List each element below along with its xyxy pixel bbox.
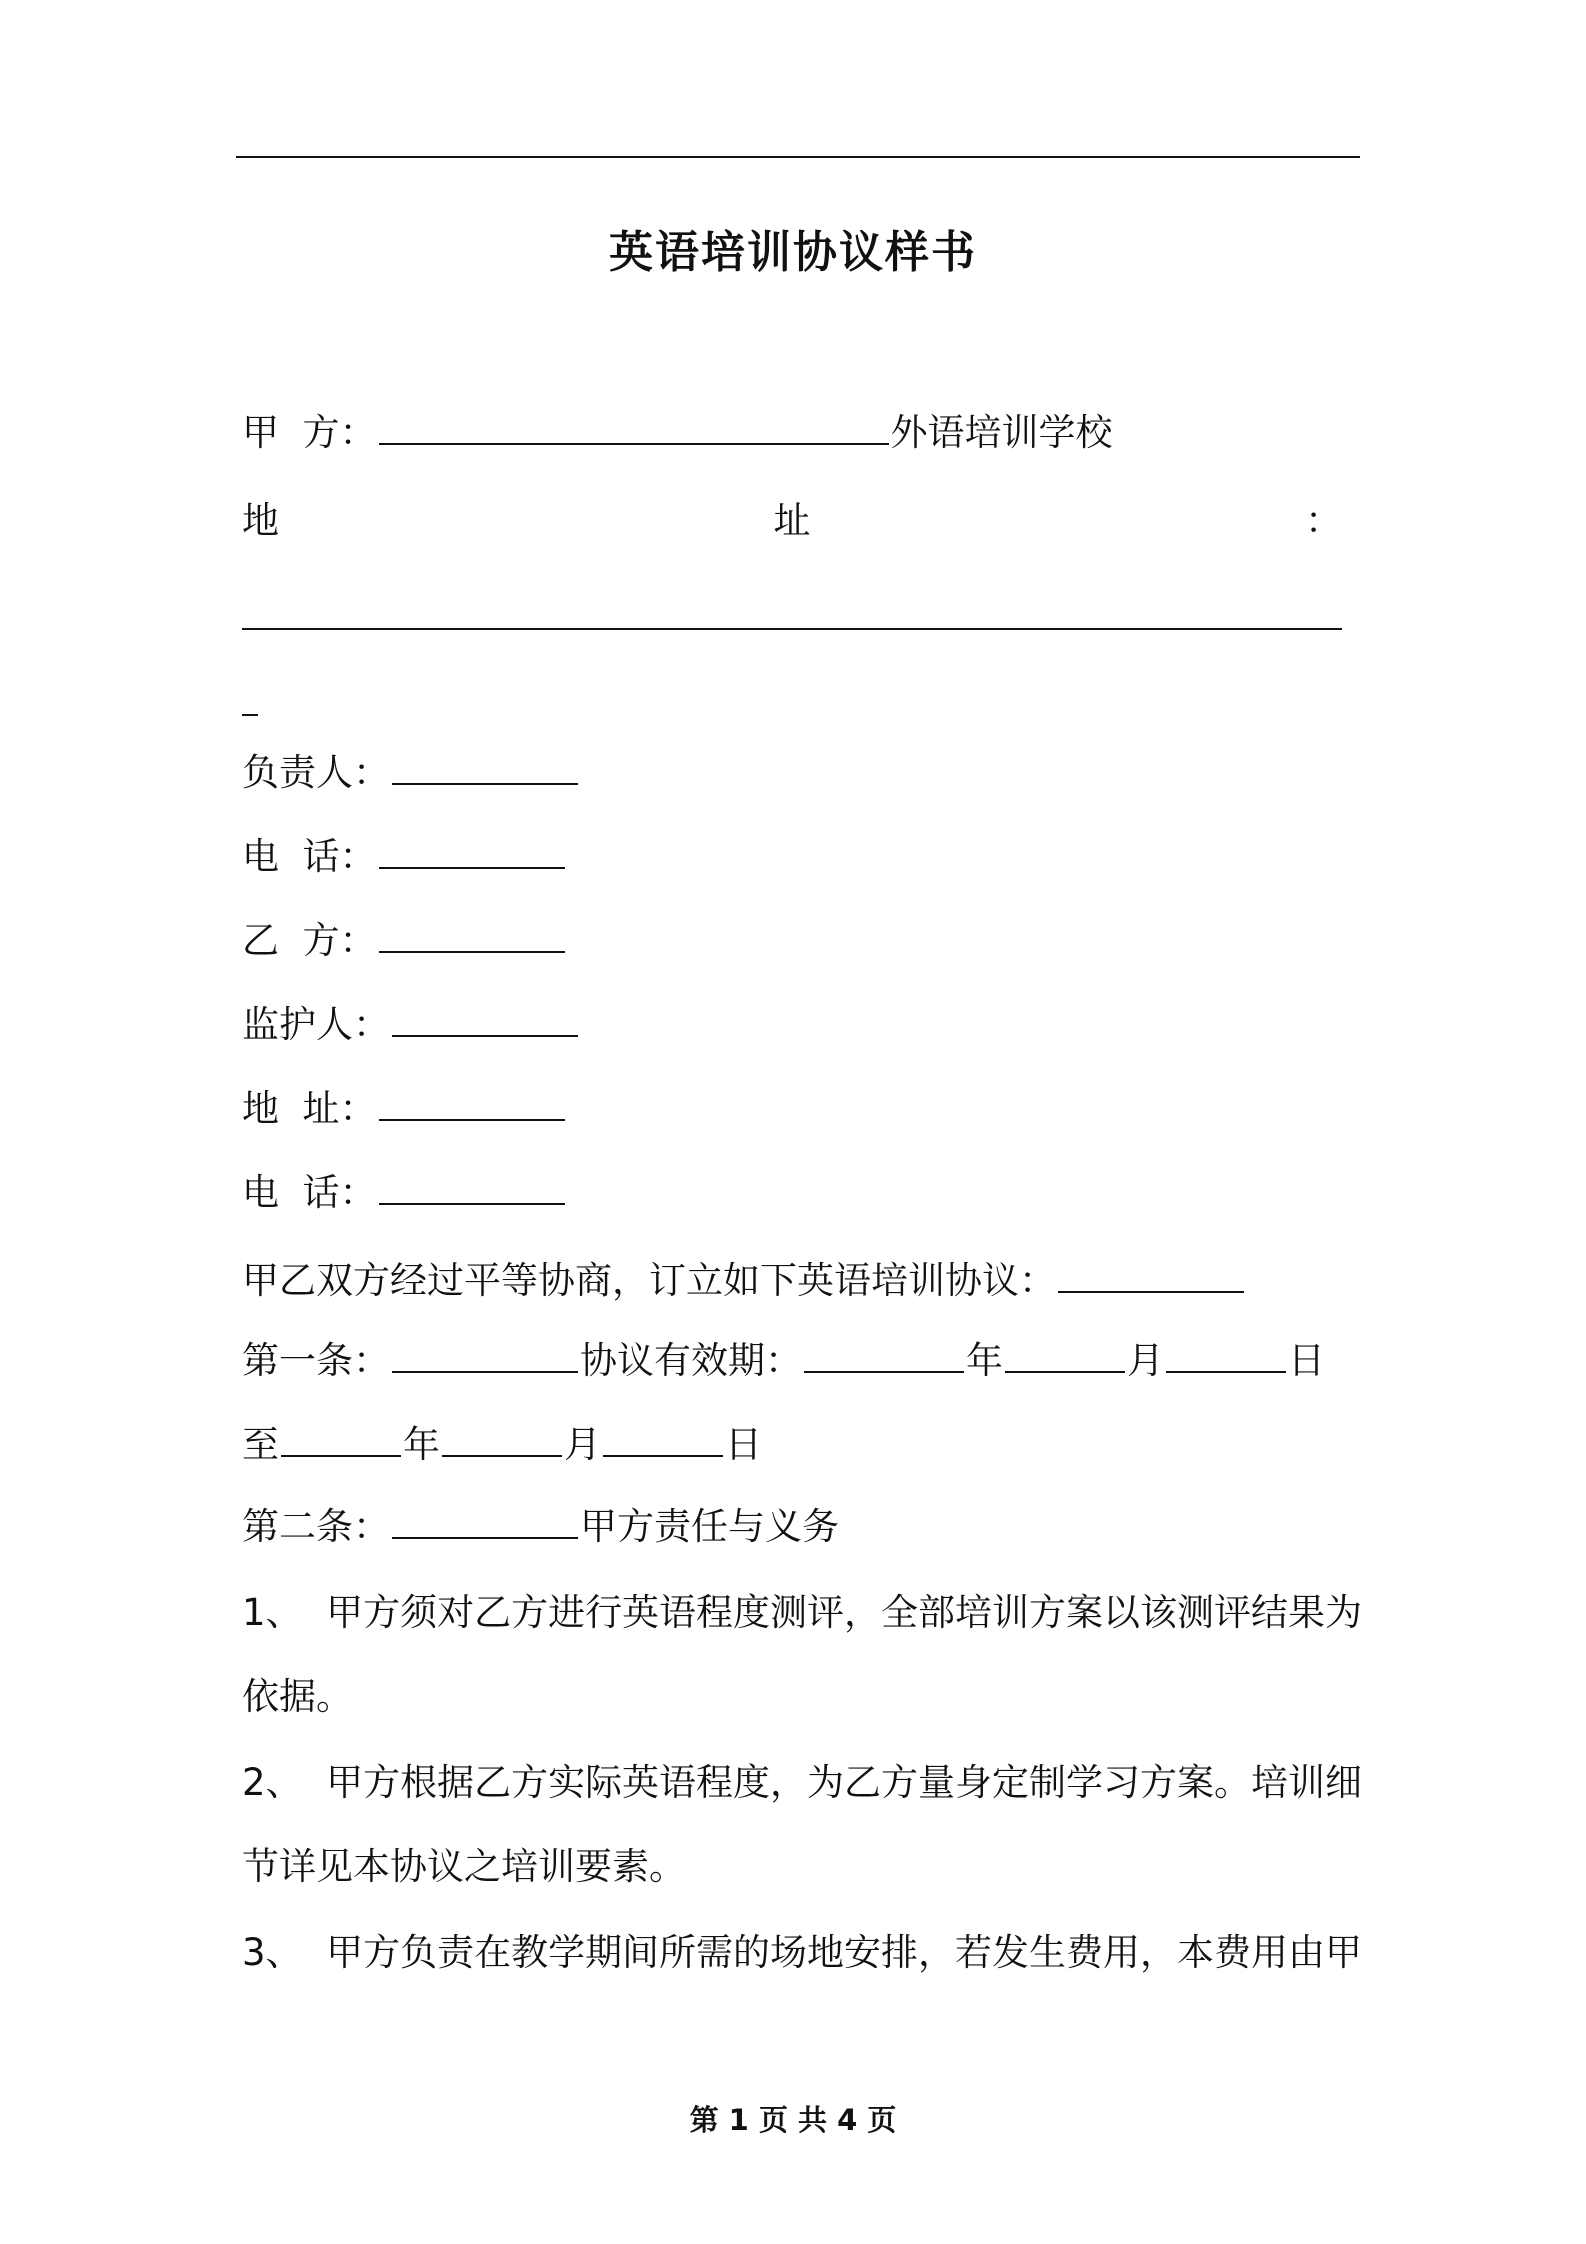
- item-1-line-2: 依据。: [242, 1675, 353, 1718]
- intro-text: 甲乙双方经过平等协商，订立如下英语培训协议：: [242, 1259, 1056, 1302]
- month2-label: 月: [564, 1423, 601, 1466]
- address-row: [242, 496, 1342, 546]
- guardian-label: 监护人：: [242, 1003, 390, 1046]
- page-footer: 第 1 页 共 4 页: [689, 2103, 897, 2137]
- principal-label: 负责人：: [242, 751, 390, 794]
- principal-line: [242, 748, 580, 798]
- phone2-blank[interactable]: [379, 1173, 565, 1205]
- party-a-label: 甲 方：: [242, 411, 377, 454]
- party-a-blank[interactable]: [379, 413, 889, 445]
- article2-blank[interactable]: [392, 1507, 578, 1539]
- start-year-blank[interactable]: [804, 1341, 964, 1373]
- party-b-blank[interactable]: [379, 921, 565, 953]
- party-b-label: 乙 方：: [242, 919, 377, 962]
- address-blank-tail[interactable]: [242, 714, 258, 716]
- address2-blank[interactable]: [379, 1089, 565, 1121]
- year-label: 年: [966, 1339, 1003, 1382]
- document-title: 英语培训协议样书: [609, 227, 977, 278]
- item-3-line-1: 3、 甲方负责在教学期间所需的场地安排，若发生费用，本费用由甲: [242, 1931, 1363, 1974]
- day-label: 日: [1288, 1339, 1325, 1382]
- party-a-line: [242, 408, 1113, 458]
- to-label: 至: [242, 1423, 279, 1466]
- intro-blank[interactable]: [1058, 1261, 1244, 1293]
- end-day-blank[interactable]: [603, 1425, 723, 1457]
- item-2-line-1: 2、 甲方根据乙方实际英语程度，为乙方量身定制学习方案。培训细: [242, 1761, 1363, 1804]
- phone1-label: 电 话：: [242, 835, 377, 878]
- address2-line: [242, 1084, 567, 1134]
- article1-text: 协议有效期：: [580, 1339, 802, 1382]
- guardian-blank[interactable]: [392, 1005, 578, 1037]
- phone2-line: [242, 1168, 567, 1218]
- principal-blank[interactable]: [392, 753, 578, 785]
- article1-line: [242, 1336, 1325, 1386]
- address-char-1: 地: [242, 499, 279, 542]
- item-2-line-2: 节详见本协议之培训要素。: [242, 1845, 686, 1888]
- phone1-blank[interactable]: [379, 837, 565, 869]
- article2-label: 第二条：: [242, 1505, 390, 1548]
- party-b-line: [242, 916, 567, 966]
- end-year-blank[interactable]: [281, 1425, 401, 1457]
- month-label: 月: [1127, 1339, 1164, 1382]
- start-day-blank[interactable]: [1166, 1341, 1286, 1373]
- article2-text: 甲方责任与义务: [580, 1505, 839, 1548]
- year2-label: 年: [403, 1423, 440, 1466]
- address-colon: ：: [1305, 499, 1342, 542]
- article1-label: 第一条：: [242, 1339, 390, 1382]
- start-month-blank[interactable]: [1005, 1341, 1125, 1373]
- article1-blank[interactable]: [392, 1341, 578, 1373]
- intro-line: [242, 1256, 1246, 1306]
- end-month-blank[interactable]: [442, 1425, 562, 1457]
- party-a-suffix: 外语培训学校: [890, 411, 1113, 454]
- guardian-line: [242, 1000, 580, 1050]
- phone2-label: 电 话：: [242, 1171, 377, 1214]
- address2-label: 地 址：: [242, 1087, 377, 1130]
- article1-end-line: [242, 1420, 762, 1470]
- day2-label: 日: [725, 1423, 762, 1466]
- phone1-line: [242, 832, 567, 882]
- address-char-2: 址: [773, 499, 811, 542]
- header-rule: [236, 156, 1360, 158]
- address-blank-line[interactable]: [242, 628, 1342, 630]
- article2-line: [242, 1502, 839, 1552]
- item-1-line-1: 1、 甲方须对乙方进行英语程度测评，全部培训方案以该测评结果为: [242, 1591, 1363, 1634]
